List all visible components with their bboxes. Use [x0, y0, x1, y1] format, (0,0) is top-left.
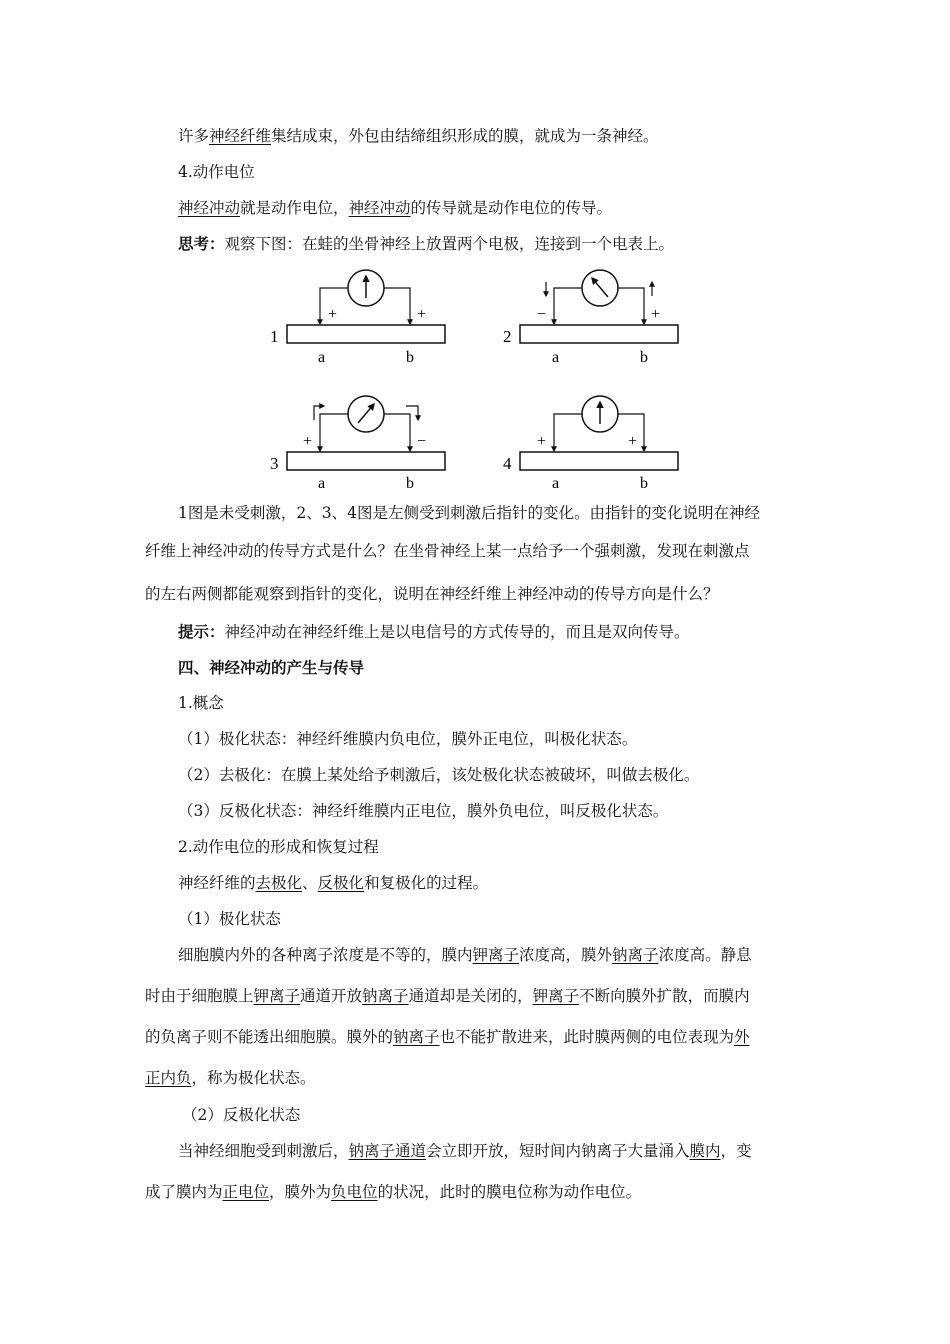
text-run: 细胞膜内外的各种离子浓度是不等的，膜内 [178, 946, 473, 964]
paragraph-line: 1图是未受刺激，2、3、4图是左侧受到刺激后指针的变化。由指针的变化说明在神经 [178, 504, 760, 522]
point-b-label: b [640, 349, 648, 366]
paragraph-line [178, 872, 488, 894]
underlined-term: 正电位 [222, 1183, 270, 1201]
text-run: 不断向膜外扩散，而膜内 [579, 987, 750, 1005]
underlined-term: 负电位 [331, 1183, 378, 1201]
subheading: 1.概念 [178, 694, 224, 712]
text-run: 许多 [178, 127, 210, 145]
list-item: （3）反极化状态：神经纤维膜内正电位，膜外负电位，叫反极化状态。 [178, 802, 669, 820]
right-sign: + [417, 306, 427, 323]
subheading: （2）反极化状态 [182, 1106, 301, 1124]
electrode-wire-right [618, 288, 644, 324]
subheading: （1）极化状态 [178, 910, 281, 928]
hint-line [178, 621, 690, 643]
list-item: （2）去极化：在膜上某处给予刺激后，该处极化状态被破坏，叫做去极化。 [178, 766, 700, 784]
nerve-bar [520, 325, 678, 343]
text-run: 也不能扩散进来，此时膜两侧的电位表现为 [439, 1028, 735, 1046]
list-item: （1）极化状态：神经纤维膜内负电位，膜外正电位，叫极化状态。 [178, 730, 638, 748]
electrode-figure [0, 262, 950, 492]
text-run: 集结成束，外包由结缔组织形成的膜，就成为一条神经。 [271, 127, 659, 145]
underlined-term: 钠离子 [612, 946, 659, 964]
left-sign: + [537, 433, 547, 450]
text-run: 浓度高。静息 [658, 946, 752, 964]
underlined-term: 膜内 [689, 1142, 721, 1160]
underlined-term: 神经冲动 [178, 199, 241, 217]
diagram-panel-1 [270, 270, 445, 366]
paragraph-line [145, 1026, 750, 1048]
paragraph-line [178, 944, 752, 966]
underlined-term: 钠离子通道 [348, 1142, 427, 1160]
diagram-panel-4 [503, 396, 678, 492]
text-run: 神经冲动在神经纤维上是以电信号的方式传导的，而且是双向传导。 [224, 623, 690, 641]
text-run: 的负离子则不能透出细胞膜。膜外的 [145, 1028, 394, 1046]
text-run: 通道却是关闭的， [408, 987, 533, 1005]
point-a-label: a [552, 349, 560, 366]
underlined-term: 神经纤维 [209, 127, 272, 145]
panel-number: 1 [270, 327, 279, 346]
subheading: 4.动作电位 [178, 163, 255, 181]
electrode-wire-left [554, 288, 582, 324]
text-run: ，变 [720, 1142, 752, 1160]
diagram-panel-3 [270, 396, 445, 492]
diagram-panel-2 [503, 270, 678, 366]
text-run: 会立即开放，短时间内钠离子大量涌入 [426, 1142, 690, 1160]
text-run: 神经纤维的 [178, 874, 256, 892]
left-sign: + [328, 306, 338, 323]
point-b-label: b [406, 475, 414, 492]
underlined-term: 正内负 [145, 1069, 192, 1087]
underlined-term: 外 [734, 1028, 750, 1046]
underlined-term: 钾离子 [253, 987, 301, 1005]
underlined-term: 钠离子 [362, 987, 409, 1005]
point-a-label: a [318, 349, 326, 366]
paragraph-line [178, 197, 612, 219]
electrode-wire-left [554, 414, 582, 451]
right-sign: + [651, 306, 661, 323]
hint-label: 提示： [178, 623, 225, 641]
subheading: 2.动作电位的形成和恢复过程 [178, 838, 379, 856]
paragraph-line [178, 125, 659, 147]
point-a-label: a [552, 475, 560, 492]
panel-number: 3 [270, 454, 279, 473]
underlined-term: 去极化 [255, 874, 303, 892]
left-sign: − [537, 306, 547, 323]
text-run: 就是动作电位， [240, 199, 349, 217]
think-label: 思考： [178, 235, 225, 253]
point-b-label: b [640, 475, 648, 492]
underlined-term: 钠离子 [393, 1028, 440, 1046]
nerve-bar [287, 325, 445, 343]
electrode-wire-right [384, 288, 410, 324]
paragraph-line [145, 1067, 316, 1089]
nerve-bar [520, 452, 678, 470]
text-run: 观察下图：在蛙的坐骨神经上放置两个电极，连接到一个电表上。 [224, 235, 675, 253]
paragraph-line [145, 1181, 641, 1203]
electrode-wire-left [320, 414, 348, 451]
text-run: 和复极化的过程。 [364, 874, 489, 892]
point-b-label: b [406, 349, 414, 366]
underlined-term: 钾离子 [532, 987, 580, 1005]
text-run: 时由于细胞膜上 [145, 987, 254, 1005]
underlined-term: 反极化 [317, 874, 365, 892]
text-run: 成了膜内为 [145, 1183, 223, 1201]
paragraph-line [145, 985, 750, 1007]
underlined-term: 钾离子 [472, 946, 520, 964]
text-run: 的状况，此时的膜电位称为动作电位。 [377, 1183, 642, 1201]
section-heading: 四、神经冲动的产生与传导 [178, 659, 365, 677]
paragraph-line [178, 1140, 752, 1162]
panel-number: 2 [503, 327, 512, 346]
meter-needle [592, 278, 608, 297]
text-run: 的传导就是动作电位的传导。 [410, 199, 613, 217]
panel-number: 4 [503, 454, 512, 473]
left-sign: + [303, 433, 313, 450]
text-run: 通道开放 [300, 987, 363, 1005]
current-arrow-right [406, 406, 418, 420]
paragraph-line: 的左右两侧都能观察到指针的变化，说明在神经纤维上神经冲动的传导方向是什么？ [145, 585, 719, 603]
right-sign: − [417, 433, 427, 450]
current-arrow-left [314, 406, 324, 420]
text-run: 、 [302, 874, 318, 892]
text-run: ，膜外为 [269, 1183, 332, 1201]
point-a-label: a [318, 475, 326, 492]
nerve-bar [287, 452, 445, 470]
underlined-term: 神经冲动 [348, 199, 411, 217]
electrode-wire-right [384, 414, 410, 451]
meter-needle [358, 404, 374, 423]
text-run: 当神经细胞受到刺激后， [178, 1142, 349, 1160]
text-run: 浓度高，膜外 [519, 946, 613, 964]
right-sign: + [628, 433, 638, 450]
think-line [178, 233, 674, 255]
paragraph-line: 纤维上神经冲动的传导方式是什么？在坐骨神经上某一点给予一个强刺激，发现在刺激点 [145, 542, 750, 560]
text-run: ，称为极化状态。 [191, 1069, 316, 1087]
